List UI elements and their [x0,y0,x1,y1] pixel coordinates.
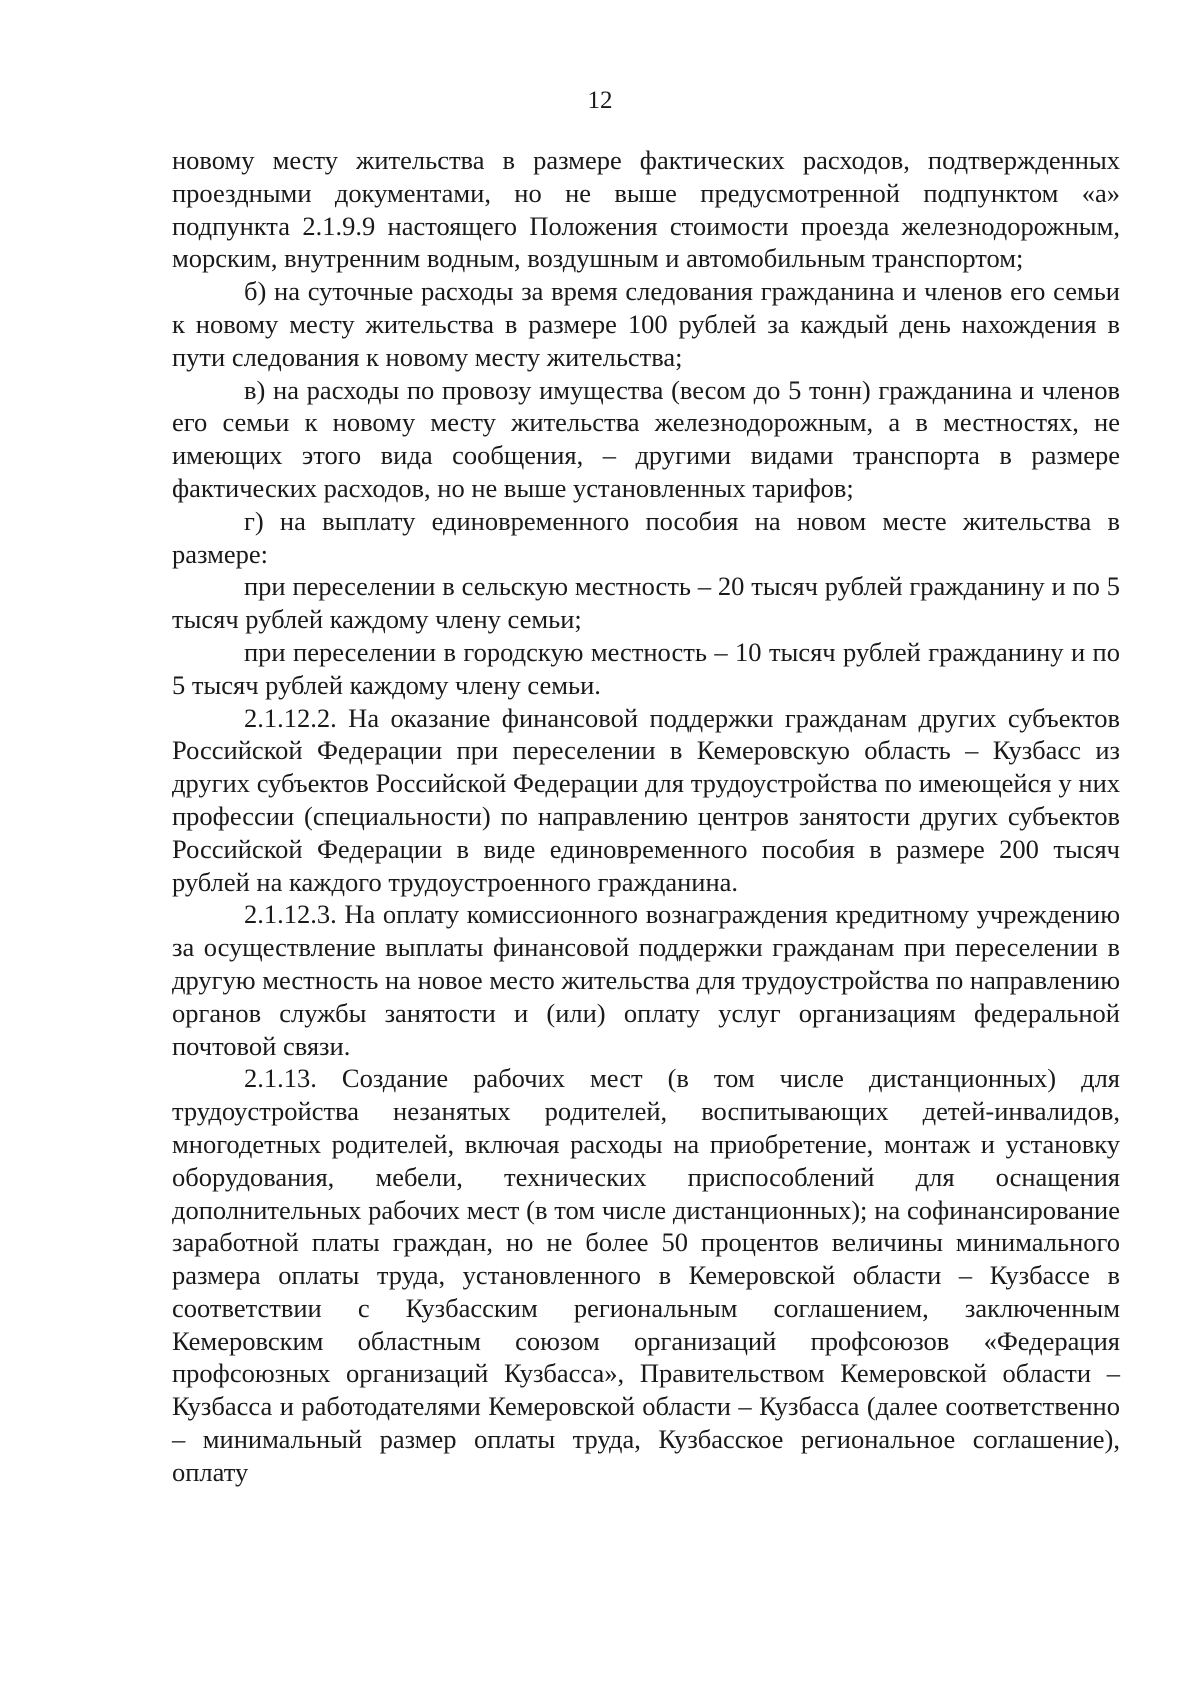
paragraph: 2.1.12.2. На оказание финансовой поддержки гражданам других субъектов Российской Федерации при переселении в Кемеровскую область – Кузбасс из других субъектов Российской Федерации для трудоустройства по имеющейся у них профессии (специальности) по направлению центров занятости других субъектов Российской Федерации в виде единовременного пособия в размере 200 тысяч рублей на каждого трудоустроенного гражданина. [172,702,1120,897]
paragraph: в) на расходы по провозу имущества (весом до 5 тонн) гражданина и членов его семьи к новому месту жительства железнодорожным, а в местностях, не имеющих этого вида сообщения, – другими видами транспорта в размере фактических расходов, но не выше установленных тарифов; [172,374,1120,503]
paragraph: новому месту жительства в размере фактических расходов, подтвержденных проездными документами, но не выше предусмотренной подпунктом «а» подпункта 2.1.9.9 настоящего Положения стоимости проезда железнодорожным, морским, внутренним водным, воздушным и автомобильным транспортом; [172,145,1120,274]
paragraph: 2.1.12.3. На оплату комиссионного вознаграждения кредитному учреждению за осуществление выплаты финансовой поддержки гражданам при переселении в другую местность на новое место жительства для трудоустройства по направлению органов службы занятости и (или) оплату услуг организациям федеральной почтовой связи. [172,899,1120,1061]
paragraph: при переселении в городскую местность – 10 тысяч рублей гражданину и по 5 тысяч рублей каждому члену семьи. [172,636,1120,700]
paragraph: при переселении в сельскую местность – 20 тысяч рублей гражданину и по 5 тысяч рублей каждому члену семьи; [172,571,1120,635]
paragraph: б) на суточные расходы за время следования гражданина и членов его семьи к новому месту жительства в размере 100 рублей за каждый день нахождения в пути следования к новому месту жительства; [172,276,1120,372]
page-number: 12 [587,87,613,114]
document-body [172,144,1120,1489]
paragraph: 2.1.13. Создание рабочих мест (в том числе дистанционных) для трудоустройства незанятых родителей, воспитывающих детей-инвалидов, многодетных родителей, включая расходы на приобретение, монтаж и установку оборудования, мебели, технических приспособлений для оснащения дополнительных рабочих мест (в том числе дистанционных); на софинансирование заработной платы граждан, но не более 50 процентов величины минимального размера оплаты труда, установленного в Кемеровской области – Кузбассе в соответствии с Кузбасским региональным соглашением, заключенным Кемеровским областным союзом организаций профсоюзов «Федерация профсоюзных организаций Кузбасса», Правительством Кемеровской области – Кузбасса и работодателями Кемеровской области – Кузбасса (далее соответственно – минимальный размер оплаты труда, Кузбасское региональное соглашение), оплату [172,1063,1120,1487]
paragraph: г) на выплату единовременного пособия на новом месте жительства в размере: [172,505,1120,569]
